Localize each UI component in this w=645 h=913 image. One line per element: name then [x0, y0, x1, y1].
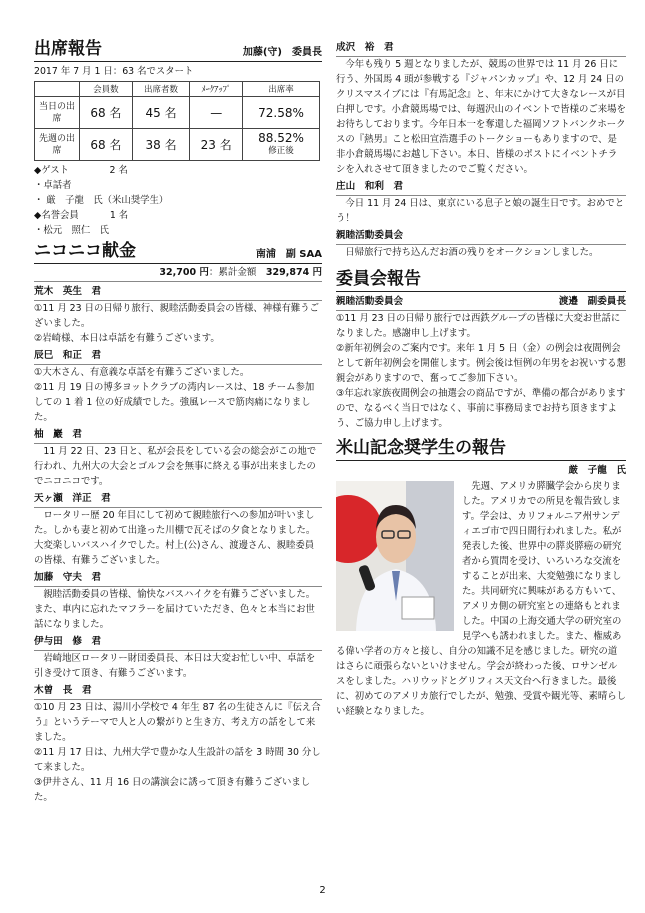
committee-item: ①11 月 23 日の日帰り旅行では西鉄グループの皆様に大変お世話になりました。感謝申し上げます。: [336, 313, 621, 339]
attendance-start: 2017 年 7 月 1 日：63 名でスタート: [34, 66, 194, 77]
page-number: 2: [319, 885, 326, 896]
contributor-name: 天ヶ瀬 洋正 君: [34, 492, 322, 508]
contributor-name: 柚 巖 君: [34, 428, 322, 444]
message-text: ②11 月 19 日の博多ヨットクラブの湾内レースは、18 チーム参加しての 1 着 1 位の好成績でした。強風レースで筋肉痛になりました。: [34, 382, 315, 423]
message-text: ①大木さん、有意義な卓話を有難うございました。: [34, 367, 250, 378]
message-text: 今日 11 月 24 日は、東京にいる息子と娘の誕生日です。おめでとう！: [336, 198, 625, 224]
attendance-table: 会員数 出席者数 ﾒｰｸｱｯﾌﾟ 出席率 当日の出席 68 名 45 名 — 72.58% 先週の出席 68 名 38 名 23 名 88.52% 修正後: [34, 81, 320, 161]
contributor-name: 加藤 守夫 君: [34, 571, 322, 587]
contributor-name: 庄山 和利 君: [336, 180, 626, 196]
message-text: ①10 月 23 日は、湯川小学校で 4 年生 87 名の生徒さんに『伝え合う』というテーマで人と人の繋がりと生き方、考え方の話をして来ました。: [34, 702, 321, 743]
committee-heading: 委員会報告: [336, 268, 626, 292]
attendance-heading: 出席報告 加藤(守) 委員長: [34, 38, 322, 62]
committee-subheading: 親睦活動委員会 渡邉 副委員長: [336, 295, 626, 311]
message-text: 岩崎地区ロータリー財団委員長、本日は大変お忙しい中、卓話を引き受けて頂き、有難うございます。: [34, 653, 316, 679]
contributor-name: 木曽 長 君: [34, 684, 322, 700]
niko-list: [34, 285, 322, 805]
guest-list: ◆ゲスト 2 名 ・卓話者 ・ 厳 子龍 氏（米山奨学生） ◆名誉会員 1 名 ・松元 照仁 氏: [34, 165, 169, 236]
table-row: 当日の出席 68 名 45 名 — 72.58%: [35, 97, 320, 129]
niko-heading: ニコニコ献金 南浦 副 SAA: [34, 240, 322, 264]
message-text: 今年も残り 5 週となりましたが、競馬の世界では 11 月 26 日に行う、外国馬 4 頭が参戦する『ジャパンカップ』や、12 月 24 日のクリスマスイブには『有馬記念』と、年末にかけて大きなレースが目白押しです。小倉競馬場では、毎週沢山のイベントで皆様のご来場をお待ちしております。今年日本一を奪還した福岡ソフトバンクホークスの『熱男』こと松田宣浩選手のトークショーもありますので、是非小倉競馬場にお越し下さい。本日、皆様のポストにイベントチラシを入れさせて頂きましたのでご覧ください。: [336, 59, 626, 175]
left-column: [34, 38, 322, 805]
niko-continued: [336, 41, 626, 260]
yoneyama-body: 先週、アメリカ膵臓学会から戻りました。アメリカでの所見を報告致します。学会は、カリフォルニア州サンディエゴ市で四日間行われました。私が発表した後、世界中の膵炎膵癌の研究者から質問を受け、いろいろな交流をすることが出来、大変勉強になりました。共同研究に興味がある方もいて、アメリカ側の研究室との連絡もとれました。中国の上海交通大学の研究室の見学へも誘われました。また、権威ある偉い学者の方々と接し、自分の知識不足を感じました。研究の道はさらに頑張らないといけません。学会が終わった後、ロサンゼルスをしました。ハリウッドとグリフィス天文台へ行きました。最後に、初めてのアメリカ旅行でしたが、勉強、受賞や観光等、素晴らしい経験となりました。: [336, 479, 626, 719]
yoneyama-speaker: 厳 子龍 氏: [568, 465, 626, 476]
message-text: 親睦活動委員の皆様、愉快なバスハイクを有難うございました。また、車内に忘れたマフラーを届けていただき、色々と本当にお世話になりました。: [34, 589, 316, 630]
attendance-reporter: 加藤(守) 委員長: [242, 47, 322, 58]
committee-item: ③年忘れ家族夜間例会の抽選会の商品ですが、準備の都合がありますので、なるべく当日ではなく、事前に事務局までお持ち頂きますよう、ご協力申し上げます。: [336, 388, 626, 429]
contributor-name: 伊与田 修 君: [34, 635, 322, 651]
niko-reporter: 南浦 副 SAA: [255, 249, 322, 260]
committee-item: ②新年初例会のご案内です。来年 1 月 5 日（金）の例会は夜間例会として新年初例会を開催します。例会後は恒例の年男をお祝いする懇親会がありますので、奮ってご参加下さい。: [336, 343, 626, 384]
right-column: [336, 38, 626, 719]
message-text: ①11 月 23 日の日帰り旅行、親睦活動委員会の皆様、神様有難うございました。: [34, 303, 319, 329]
contributor-name: 親睦活動委員会: [336, 229, 626, 245]
message-text: ロータリー歴 20 年目にして初めて親睦旅行への参加が叶いました。しかも妻と初めて出逢った川棚で瓦そばの夕食となりました。大変楽しいバスハイクでした。村上(公)さん、渡邊さん、親睦委員の皆様、有難うございました。: [34, 510, 316, 566]
message-text: ③伊井さん、11 月 16 日の講演会に誘って頂き有難うございました。: [34, 777, 311, 803]
message-text: 日帰旅行で持ち込んだお酒の残りをオークションしました。: [336, 247, 599, 258]
niko-total: 32,700 円：累計金額 329,874 円: [34, 266, 322, 282]
message-text: ②11 月 17 日は、九州大学で豊かな人生設計の話を 3 時間 30 分して来ました。: [34, 747, 321, 773]
speaker-photo: [336, 481, 454, 631]
committee-text: [336, 311, 626, 431]
table-row: 先週の出席 68 名 38 名 23 名 88.52% 修正後: [35, 129, 320, 161]
contributor-name: 成沢 裕 君: [336, 41, 626, 57]
yoneyama-heading: 米山記念奨学生の報告: [336, 437, 626, 461]
contributor-name: 辰巳 和正 君: [34, 349, 322, 365]
message-text: 11 月 22 日、23 日と、私が会長をしている会の総会がこの地で行われ、九州大の大会とゴルフ会を無事に終える事が出来ましたのでニコニコです。: [34, 446, 317, 487]
contributor-name: 荒木 英生 君: [34, 285, 322, 301]
message-text: ②岩崎様、本日は卓話を有難うございます。: [34, 333, 220, 344]
